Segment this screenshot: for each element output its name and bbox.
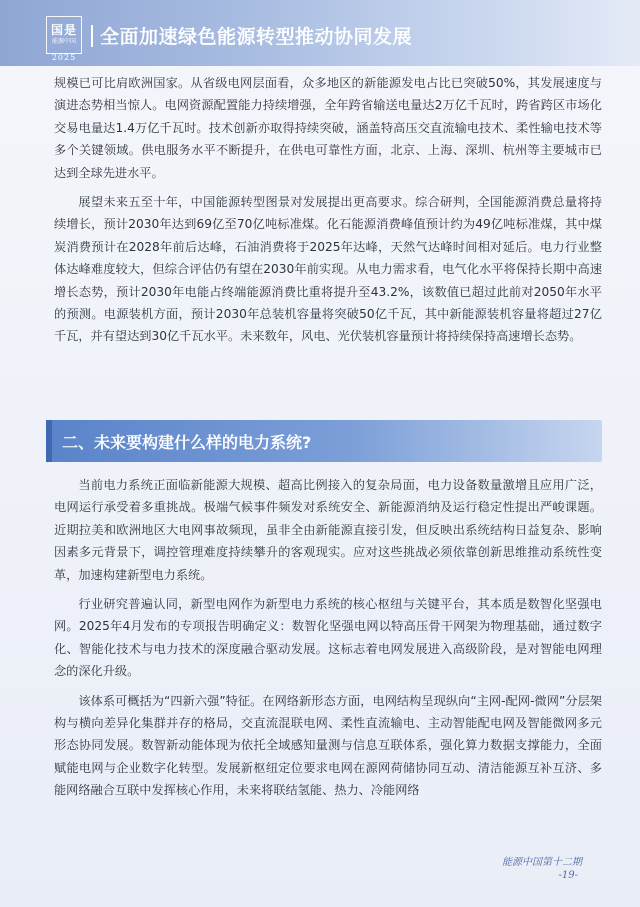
logo-sub-text: 能源中国	[51, 38, 76, 45]
paragraph-continued: 规模已可比肩欧洲国家。从省级电网层面看，众多地区的新能源发电占比已突破50%，其发展速度与演进态势相当惊人。电网资源配置能力持续增强，全年跨省输送电量达2万亿千瓦时，跨省跨区市场化交易电量达1.4万亿千瓦时。技术创新亦取得持续突破，涵盖特高压交直流输电技术、柔性输电技术等多个关键领域。供电服务水平不断提升，在供电可靠性方面，北京、上海、深圳、杭州等主要城市已达到全球先进水平。	[54, 76, 602, 180]
paragraph-challenges: 当前电力系统正面临新能源大规模、超高比例接入的复杂局面，电力设备数量激增且应用广泛，电网运行承受着多重挑战。极端气候事件频发对系统安全、新能源消纳及运行稳定性提出严峻课题。近期拉美和欧洲地区大电网事故频现，虽非全由新能源直接引发，但反映出系统结构日益复杂、影响因素多元背景下，调控管理难度持续攀升的客观现实。应对这些挑战必须依靠创新思维推动系统性变革，加速构建新型电力系统。	[54, 478, 602, 582]
section-heading-accent	[46, 420, 52, 462]
section-heading-bar	[46, 420, 602, 462]
magazine-logo	[46, 16, 82, 54]
paragraph-outlook: 展望未来五至十年，中国能源转型图景对发展提出更高要求。综合研判，全国能源消费总量将持续增长，预计2030年达到69亿至70亿吨标准煤。化石能源消费峰值预计约为49亿吨标准煤，其中煤炭消费预计在2028年前后达峰，石油消费将于2025年达峰，天然气达峰时间相对延后。电力行业整体达峰难度较大，但综合评估仍有望在2030年前实现。从电力需求看，电气化水平将保持长期中高速增长态势，预计2030年电能占终端能源消费比重将提升至43.2%，该数值已超过此前对2050年水平的预测。电源装机方面，预计2030年总装机容量将突破50亿千瓦，其中新能源装机容量将超过27亿千瓦，并有望达到30亿千瓦水平。未来数年，风电、光伏装机容量预计将持续保持高速增长态势。	[54, 195, 602, 344]
article-body-top	[54, 72, 602, 348]
page-header	[0, 0, 640, 66]
header-title: 全面加速绿色能源转型推动协同发展	[100, 26, 413, 48]
section-heading: 二、未来要构建什么样的电力系统?	[62, 433, 312, 452]
article-body-bottom	[54, 474, 602, 802]
logo-year: 2025	[51, 53, 77, 62]
paragraph-features: 该体系可概括为“四新六强”特征。在网络新形态方面，电网结构呈现纵向“主网-配网-微网”分层架构与横向差异化集群并存的格局，交直流混联电网、柔性直流输电、主动智能配电网及智能微网多元形态协同发展。数智新动能体现为依托全域感知量测与信息互联体系，强化算力数据支撑能力，全面赋能电网与企业数字化转型。发展新枢纽定位要求电网在源网荷储协同互动、清洁能源互补互济、多能网络融合互联中发挥核心作用，未来将联结氢能、热力、冷能网络	[54, 693, 602, 798]
paragraph-new-grid: 行业研究普遍认同，新型电网作为新型电力系统的核心枢纽与关键平台，其本质是数智化坚强电网。2025年4月发布的专项报告明确定义：数智化坚强电网以特高压骨干网架为物理基础，通过数字化、智能化技术与电力技术的深度融合驱动发展。这标志着电网发展进入高级阶段，是对智能电网理念的深化升级。	[54, 597, 602, 679]
logo-main-text: 国是	[50, 23, 77, 37]
footer-magazine-issue: 能源中国第十二期	[502, 857, 582, 868]
footer-page-number: -19-	[558, 870, 578, 881]
header-divider	[91, 25, 93, 47]
